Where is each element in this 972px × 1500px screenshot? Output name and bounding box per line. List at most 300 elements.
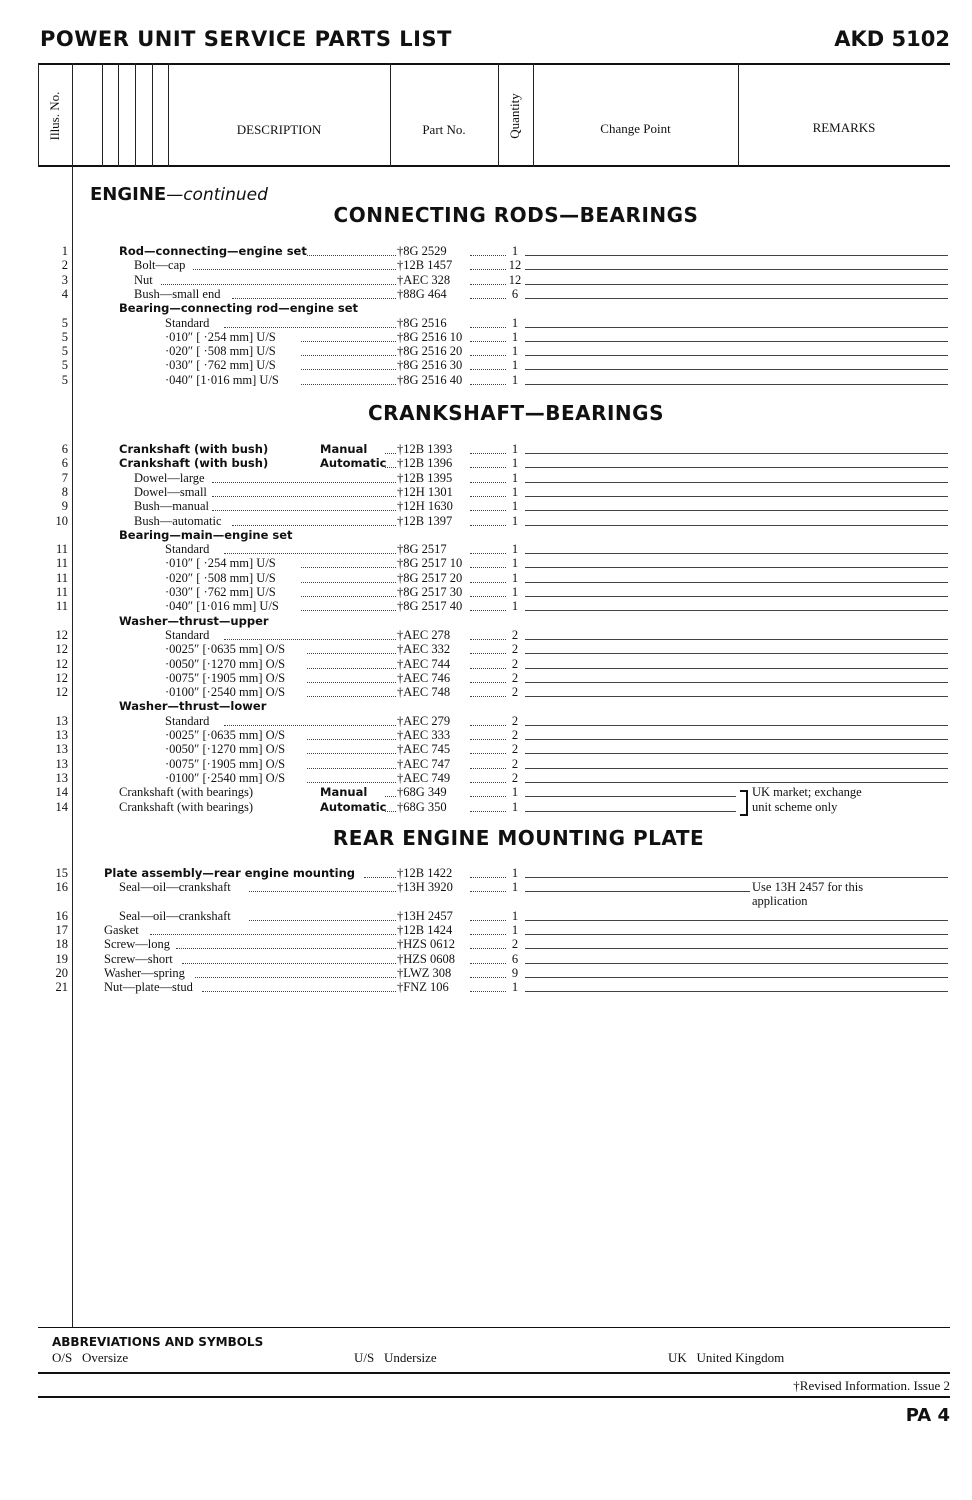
dot-leader [470,639,506,640]
remark-text: application [752,894,808,909]
illus-number: 13 [55,756,68,771]
part-quantity: 1 [511,329,519,344]
dot-leader [470,567,506,568]
table-row [0,344,972,358]
part-description: ·0025″ [·0635 mm] O/S [165,642,286,657]
illus-number: 11 [55,570,68,585]
part-quantity: 1 [511,442,519,456]
part-quantity: 1 [511,244,519,258]
change-point-rule [525,482,948,483]
table-row [0,287,972,301]
illus-number: 16 [55,880,68,895]
dot-leader [307,653,396,654]
illus-number: 5 [61,315,68,330]
part-description: Standard [165,627,210,642]
part-quantity: 1 [511,456,519,471]
part-number: †AEC 328 [397,272,451,287]
illus-number: 12 [55,656,68,671]
table-row [0,757,972,771]
table-row [0,685,972,699]
dot-leader [224,725,396,726]
change-point-rule [525,525,948,526]
dot-leader [224,553,396,554]
part-description: Bush—manual [134,499,209,514]
part-description: Standard [165,315,210,330]
part-number: †88G 464 [397,286,447,301]
part-number: †12B 1457 [397,258,453,273]
part-quantity: 1 [511,484,519,499]
table-row [0,599,972,613]
part-description: Screw—short [104,951,173,966]
table-row [0,657,972,671]
dot-leader [301,369,396,370]
change-point-rule [525,977,948,978]
col-divider [135,63,136,167]
change-point-rule [525,639,948,640]
illus-number: 7 [61,470,68,485]
dot-leader [470,596,506,597]
remark-text: unit scheme only [752,799,838,814]
change-point-rule [525,510,948,511]
col-divider [118,63,119,167]
dot-leader [195,977,396,978]
part-description: ·0075″ [·1905 mm] O/S [165,670,286,685]
part-number: †AEC 279 [397,713,451,728]
remark-text: UK market; exchange [752,785,862,800]
change-point-rule [525,582,948,583]
illus-number: 17 [55,922,68,937]
part-number: †AEC 748 [397,685,451,700]
part-quantity: 6 [511,951,519,966]
illus-number: 6 [61,456,68,471]
remark-text: Use 13H 2457 for this [752,880,864,895]
table-row [0,880,972,909]
change-point-rule [525,696,948,697]
part-quantity: 2 [511,728,519,742]
col-header-illus: Illus. No. [47,91,62,141]
change-point-rule [525,653,948,654]
footer-rule [38,1372,950,1374]
dot-leader [470,467,506,468]
table-row [0,528,972,542]
change-point-rule [525,811,736,812]
illus-number: 1 [61,244,68,258]
dot-leader [470,510,506,511]
dot-leader [182,963,396,964]
table-row [0,800,972,814]
part-quantity: 2 [511,656,519,671]
table-row [0,642,972,656]
part-number: †AEC 332 [397,642,451,657]
part-quantity: 2 [511,642,519,657]
col-divider [533,63,534,167]
part-quantity: 2 [511,685,519,700]
abbreviation-uk [668,1350,784,1366]
change-point-rule [525,369,948,370]
illus-number: 4 [61,286,68,301]
dot-leader [470,877,506,878]
part-description: Seal—oil—crankshaft [119,908,231,923]
dot-leader [212,496,396,497]
col-header-change-point: Change Point [600,121,671,136]
part-description: ·030″ [ ·762 mm] U/S [165,585,276,599]
part-description: Dowel—small [134,484,207,499]
change-point-rule [525,891,750,892]
part-number: †13H 3920 [397,880,453,895]
dot-leader [249,920,396,921]
dot-leader [212,510,396,511]
dot-leader [470,453,506,454]
part-description: Crankshaft (with bush) [119,442,269,456]
dot-leader [249,891,396,892]
part-number: †68G 349 [397,785,447,800]
part-number: †8G 2517 30 [397,585,463,599]
part-description: Bearing—main—engine set [119,527,293,542]
dot-leader [470,920,506,921]
dot-leader [470,891,506,892]
dot-leader [470,934,506,935]
table-row [0,671,972,685]
part-description: Seal—oil—crankshaft [119,880,231,895]
part-description: ·0075″ [·1905 mm] O/S [165,756,286,771]
part-quantity: 2 [511,770,519,785]
illus-number: 2 [61,258,68,273]
dot-leader [364,877,396,878]
part-description: Screw—long [104,937,170,952]
table-row [0,614,972,628]
part-description: Bolt—cap [134,258,186,273]
illus-number: 21 [55,980,68,995]
illus-number: 5 [61,344,68,359]
dot-leader [470,991,506,992]
part-description: Rod—connecting—engine set [119,244,307,258]
dot-leader [193,269,396,270]
part-description: ·0100″ [·2540 mm] O/S [165,685,286,700]
dot-leader [307,739,396,740]
part-quantity: 2 [511,756,519,771]
illus-number: 12 [55,627,68,642]
part-number: †12B 1424 [397,922,453,937]
part-number: †8G 2517 [397,542,447,557]
header-top-rule [38,63,950,65]
illus-number: 11 [55,542,68,557]
dot-leader [176,948,396,949]
part-description: Bush—small end [134,286,221,301]
col-divider [72,63,73,167]
change-point-rule [525,920,948,921]
illus-number: 10 [55,513,68,528]
part-description: ·0025″ [·0635 mm] O/S [165,728,286,742]
part-description: Nut [134,272,153,287]
part-description: Nut—plate—stud [104,980,193,995]
part-number: †8G 2517 10 [397,556,463,571]
dot-leader [307,682,396,683]
change-point-rule [525,567,948,568]
part-quantity: 1 [511,908,519,923]
table-row [0,909,972,923]
part-quantity: 1 [511,599,519,614]
revised-info-note: †Revised Information. Issue 2 [793,1378,950,1393]
illus-number: 12 [55,670,68,685]
part-description: Bearing—connecting rod—engine set [119,301,359,316]
part-quantity: 2 [511,742,519,757]
part-number: †8G 2516 10 [397,329,463,344]
part-description: ·010″ [ ·254 mm] U/S [165,556,276,571]
col-divider [390,63,391,167]
part-description: ·040″ [1·016 mm] U/S [165,372,279,387]
table-row [0,728,972,742]
part-number: †AEC 333 [397,728,451,742]
dot-leader [301,610,396,611]
table-row [0,273,972,287]
change-point-rule [525,934,948,935]
dot-leader [470,782,506,783]
part-number: †AEC 746 [397,670,451,685]
dot-leader [470,369,506,370]
part-description: ·040″ [1·016 mm] U/S [165,599,279,614]
part-quantity: 1 [511,344,519,359]
illus-number: 15 [55,866,68,880]
illus-number: 11 [55,599,68,614]
part-number: †8G 2529 [397,244,447,258]
col-divider [38,63,39,167]
change-point-rule [525,553,948,554]
col-divider [738,63,739,167]
engine-heading-main: ENGINE [90,184,167,205]
part-number: †LWZ 308 [397,965,452,980]
table-row [0,442,972,456]
table-row [0,316,972,330]
illus-number: 5 [61,372,68,387]
part-description: ·0100″ [·2540 mm] O/S [165,770,286,785]
dot-leader [470,963,506,964]
part-number: †AEC 749 [397,770,451,785]
abbreviation-os [52,1350,128,1366]
illus-number: 13 [55,742,68,757]
dot-leader [307,696,396,697]
illus-number: 12 [55,642,68,657]
part-number: †12B 1397 [397,513,453,528]
dot-leader [150,934,396,935]
abbreviations-title: ABBREVIATIONS AND SYMBOLS [52,1335,264,1349]
table-row [0,866,972,880]
part-description: Gasket [104,922,139,937]
dot-leader [470,553,506,554]
col-header-quantity: Quantity [507,93,522,139]
part-quantity: 1 [511,513,519,528]
dot-leader [470,384,506,385]
table-row [0,373,972,387]
change-point-rule [525,596,948,597]
col-divider [102,63,103,167]
abbreviation-meaning: United Kingdom [696,1350,785,1365]
dot-leader [470,355,506,356]
change-point-rule [525,327,948,328]
part-quantity: 1 [511,556,519,571]
change-point-rule [525,384,948,385]
table-row [0,980,972,994]
dot-leader [470,269,506,270]
part-number: †HZS 0612 [397,937,455,952]
dot-leader [470,768,506,769]
table-row [0,485,972,499]
illus-number: 13 [55,770,68,785]
dot-leader [307,255,396,256]
dot-leader [470,977,506,978]
part-description: Crankshaft (with bearings) [119,785,253,800]
illus-number: 5 [61,358,68,373]
table-row [0,330,972,344]
illus-number: 20 [55,965,68,980]
dot-leader [301,341,396,342]
illus-number: 11 [55,585,68,599]
change-point-rule [525,991,948,992]
part-quantity: 2 [511,937,519,952]
change-point-rule [525,467,948,468]
engine-heading-sub: —continued [166,185,268,205]
part-quantity: 1 [511,570,519,585]
table-row [0,556,972,570]
change-point-rule [525,963,948,964]
part-variant: Automatic [320,799,387,814]
abbreviation-code: U/S [354,1350,375,1365]
dot-leader [470,327,506,328]
part-quantity: 1 [511,315,519,330]
change-point-rule [525,341,948,342]
table-row [0,585,972,599]
change-point-rule [525,269,948,270]
change-point-rule [525,668,948,669]
illus-number: 8 [61,484,68,499]
table-row [0,358,972,372]
part-number: †FNZ 106 [397,980,449,995]
part-quantity: 9 [511,965,519,980]
dot-leader [301,384,396,385]
part-number: †8G 2516 [397,315,447,330]
col-divider [168,63,169,167]
col-divider [498,63,499,167]
dot-leader [470,582,506,583]
part-quantity: 12 [508,272,522,287]
dot-leader [470,696,506,697]
change-point-rule [525,796,736,797]
illus-number: 19 [55,951,68,966]
part-number: †68G 350 [397,799,447,814]
part-variant: Automatic [320,456,387,471]
dot-leader [232,298,396,299]
change-point-rule [525,739,948,740]
change-point-rule [525,753,948,754]
table-row [0,785,972,799]
dot-leader [301,596,396,597]
part-quantity: 1 [511,358,519,373]
dot-leader [385,467,396,468]
part-description: Dowel—large [134,470,205,485]
table-row [0,301,972,315]
dot-leader [307,668,396,669]
change-point-rule [525,877,948,878]
abbreviation-meaning: Undersize [383,1350,437,1365]
part-description: Crankshaft (with bush) [119,456,269,471]
part-description: Washer—spring [104,965,185,980]
part-quantity: 1 [511,799,519,814]
illus-number: 6 [61,442,68,456]
illus-number: 3 [61,272,68,287]
part-quantity: 1 [511,866,519,880]
dot-leader [470,796,506,797]
part-quantity: 1 [511,922,519,937]
dot-leader [161,284,396,285]
part-number: †12H 1630 [397,499,453,514]
dot-leader [224,327,396,328]
table-row [0,258,972,272]
part-number: †AEC 747 [397,756,451,771]
change-point-rule [525,782,948,783]
table-row [0,937,972,951]
change-point-rule [525,496,948,497]
part-quantity: 1 [511,372,519,387]
part-quantity: 6 [511,286,519,301]
table-row [0,699,972,713]
header-bottom-rule [38,165,950,167]
engine-heading [90,184,268,205]
table-row [0,714,972,728]
part-number: †8G 2516 40 [397,372,463,387]
col-divider [152,63,153,167]
part-quantity: 1 [511,470,519,485]
part-description: Washer—thrust—upper [119,613,269,628]
col-header-remarks: REMARKS [812,120,876,135]
abbreviation-code: UK [668,1350,687,1365]
abbreviation-code: O/S [52,1350,73,1365]
part-number: †12B 1393 [397,442,453,456]
col-header-description: DESCRIPTION [236,122,322,137]
part-number: †AEC 745 [397,742,451,757]
illus-number: 5 [61,329,68,344]
dot-leader [385,796,396,797]
section-title-crankshaft: CRANKSHAFT—BEARINGS [367,401,664,425]
part-variant: Manual [320,785,368,800]
change-point-rule [525,725,948,726]
part-quantity: 12 [508,258,522,273]
dot-leader [470,255,506,256]
dot-leader [470,341,506,342]
change-point-rule [525,284,948,285]
table-row [0,742,972,756]
section-title-connecting-rods: CONNECTING RODS—BEARINGS [333,203,699,227]
dot-leader [470,682,506,683]
dot-leader [212,482,396,483]
table-row [0,628,972,642]
dot-leader [470,284,506,285]
part-number: †12B 1396 [397,456,453,471]
change-point-rule [525,355,948,356]
illus-number: 12 [55,685,68,700]
part-variant: Manual [320,442,368,456]
part-number: †8G 2517 40 [397,599,463,614]
change-point-rule [525,298,948,299]
part-number: †13H 2457 [397,908,453,923]
illus-number: 13 [55,728,68,742]
dot-leader [224,639,396,640]
part-description: ·010″ [ ·254 mm] U/S [165,329,276,344]
dot-leader [301,567,396,568]
illus-number: 14 [55,785,68,800]
illus-number: 13 [55,713,68,728]
part-quantity: 2 [511,713,519,728]
illus-number: 14 [55,799,68,814]
part-description: ·020″ [ ·508 mm] U/S [165,344,276,359]
